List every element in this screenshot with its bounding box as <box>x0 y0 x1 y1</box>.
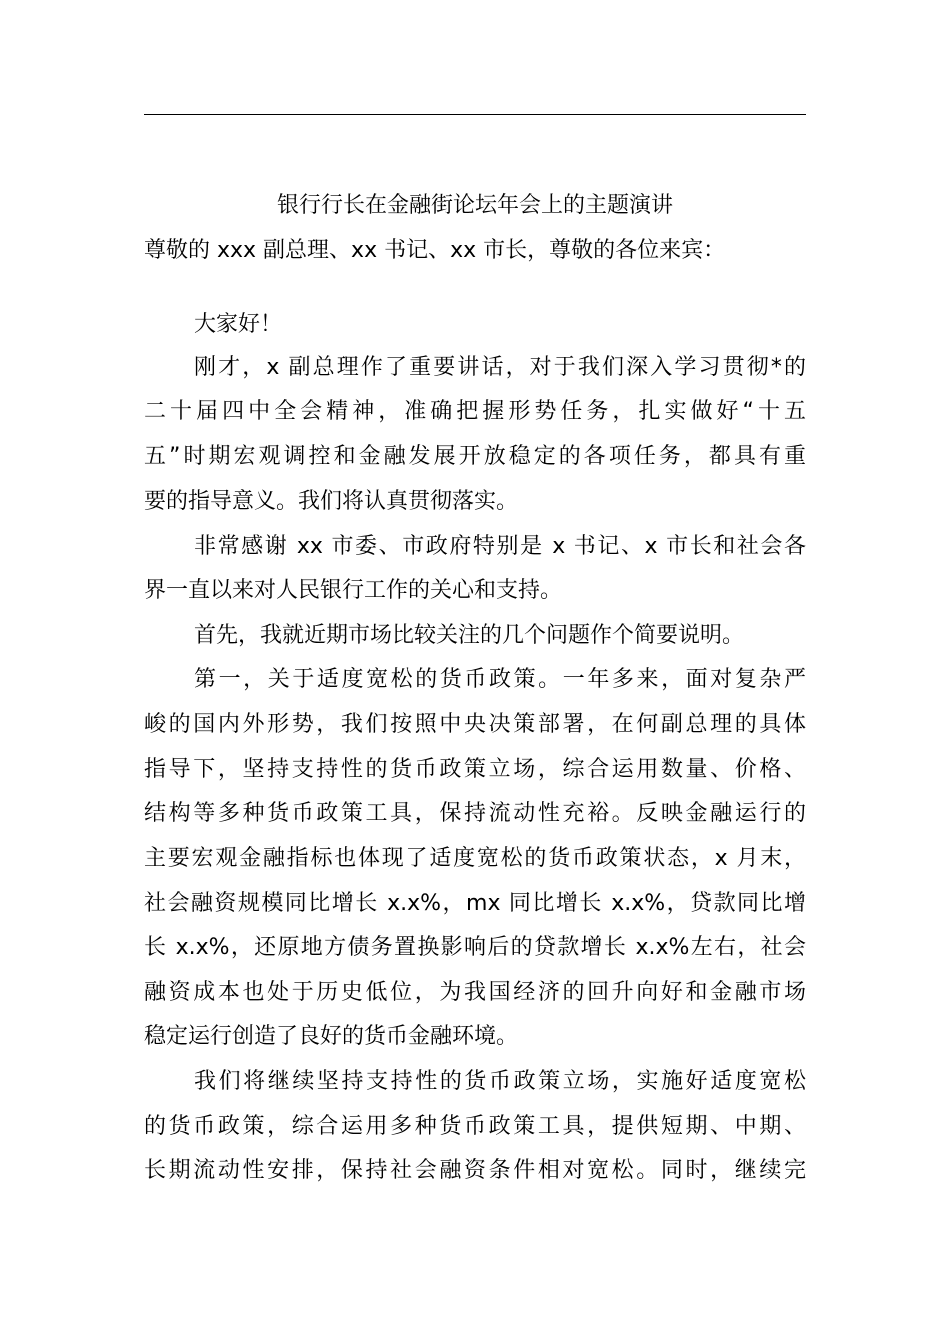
body-line: 界一直以来对人民银行工作的关心和支持。 <box>144 578 563 603</box>
body-line: 首先，我就近期市场比较关注的几个问题作个简要说明。 <box>194 623 745 648</box>
body-line: 长期流动性安排，保持社会融资条件相对宽松。同时，继续完 <box>144 1158 806 1183</box>
body-line: 融资成本也处于历史低位，为我国经济的回升向好和金融市场 <box>144 980 806 1005</box>
body-line: 结构等多种货币政策工具，保持流动性充裕。反映金融运行的 <box>144 801 806 826</box>
body-line: 非常感谢 xx 市委、市政府特别是 x 书记、x 市长和社会各 <box>194 534 806 559</box>
body-line: 稳定运行创造了良好的货币金融环境。 <box>144 1024 519 1049</box>
body-line: 的货币政策，综合运用多种货币政策工具，提供短期、中期、 <box>144 1114 806 1139</box>
body-line: 峻的国内外形势，我们按照中央决策部署，在何副总理的具体 <box>144 712 806 737</box>
body-line: 社会融资规模同比增长 x.x%，mx 同比增长 x.x%，贷款同比增 <box>144 891 806 916</box>
greeting-line: 大家好！ <box>194 312 283 337</box>
header-rule <box>144 114 806 115</box>
body-line: 指导下，坚持支持性的货币政策立场，综合运用数量、价格、 <box>144 757 806 782</box>
body-line: 刚才，x 副总理作了重要讲话，对于我们深入学习贯彻*的 <box>194 355 806 380</box>
body-line: 长 x.x%，还原地方债务置换影响后的贷款增长 x.x%左右，社会 <box>144 935 806 960</box>
body-line: 要的指导意义。我们将认真贯彻落实。 <box>144 489 519 514</box>
document-title: 银行行长在金融街论坛年会上的主题演讲 <box>276 193 673 218</box>
body-line: 二十届四中全会精神，准确把握形势任务，扎实做好“十五 <box>144 399 806 424</box>
salutation-line: 尊敬的 xxx 副总理、xx 书记、xx 市长，尊敬的各位来宾： <box>144 238 726 263</box>
body-line: 主要宏观金融指标也体现了适度宽松的货币政策状态，x 月末， <box>144 846 806 871</box>
body-line: 五”时期宏观调控和金融发展开放稳定的各项任务，都具有重 <box>144 444 806 469</box>
body-line: 第一，关于适度宽松的货币政策。一年多来，面对复杂严 <box>194 667 806 692</box>
body-line: 我们将继续坚持支持性的货币政策立场，实施好适度宽松 <box>194 1069 806 1094</box>
